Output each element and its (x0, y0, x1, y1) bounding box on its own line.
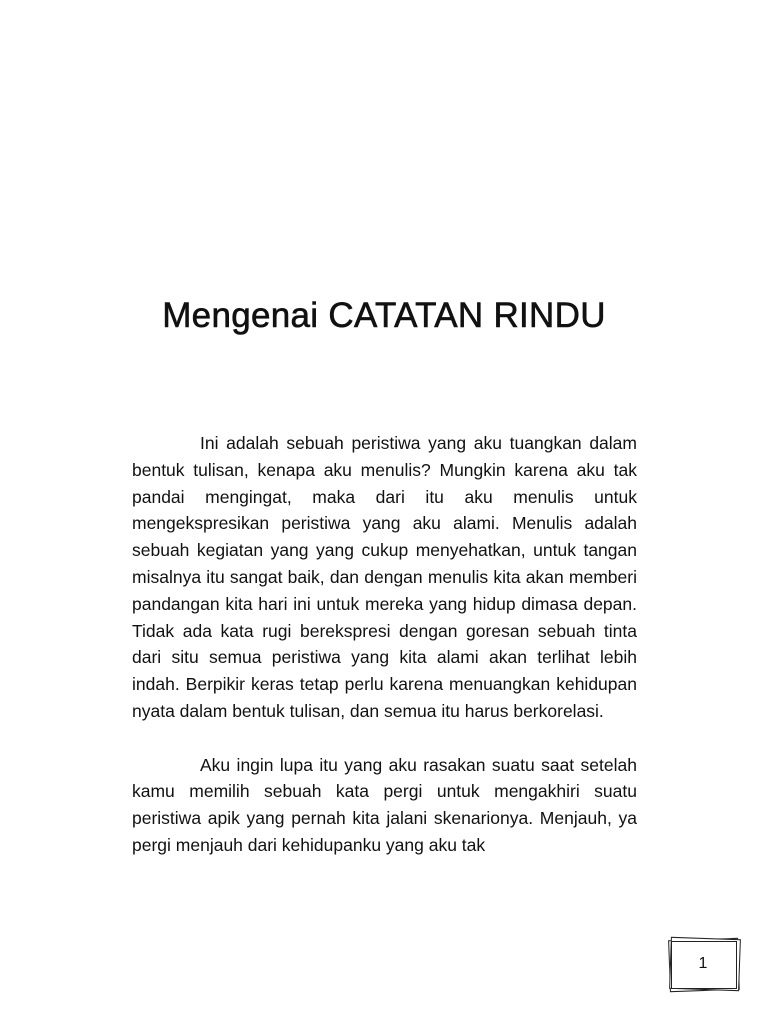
page-number: 1 (698, 955, 708, 972)
page-number-frame (668, 937, 740, 992)
page-title: Mengenai CATATAN RINDU (162, 296, 606, 335)
paragraph-1: Ini adalah sebuah peristiwa yang aku tuangkan dalam bentuk tulisan, kenapa aku menulis? Mungkin karena aku tak pandai mengingat, maka dari itu aku menulis untuk mengekspresikan peristiwa yang aku alami. Menulis adalah sebuah kegiatan yang yang cukup menyehatkan, untuk tangan misalnya itu sangat baik, dan dengan menulis kita akan memberi pandangan kita hari ini untuk mereka yang hidup dimasa depan. Tidak ada kata rugi berekspresi dengan goresan sebuah tinta dari situ semua peristiwa yang kita alami akan terlihat lebih indah. Berpikir keras tetap perlu karena menuangkan kehidupan nyata dalam bentuk tulisan, dan semua itu harus berkorelasi. (132, 433, 637, 721)
paragraph-2: Aku ingin lupa itu yang aku rasakan suatu saat setelah kamu memilih sebuah kata pergi untuk mengakhiri suatu peristiwa apik yang pernah kita jalani skenarionya. Menjauh, ya pergi menjauh dari kehidupanku yang aku tak (132, 754, 637, 855)
body-text (132, 430, 637, 886)
